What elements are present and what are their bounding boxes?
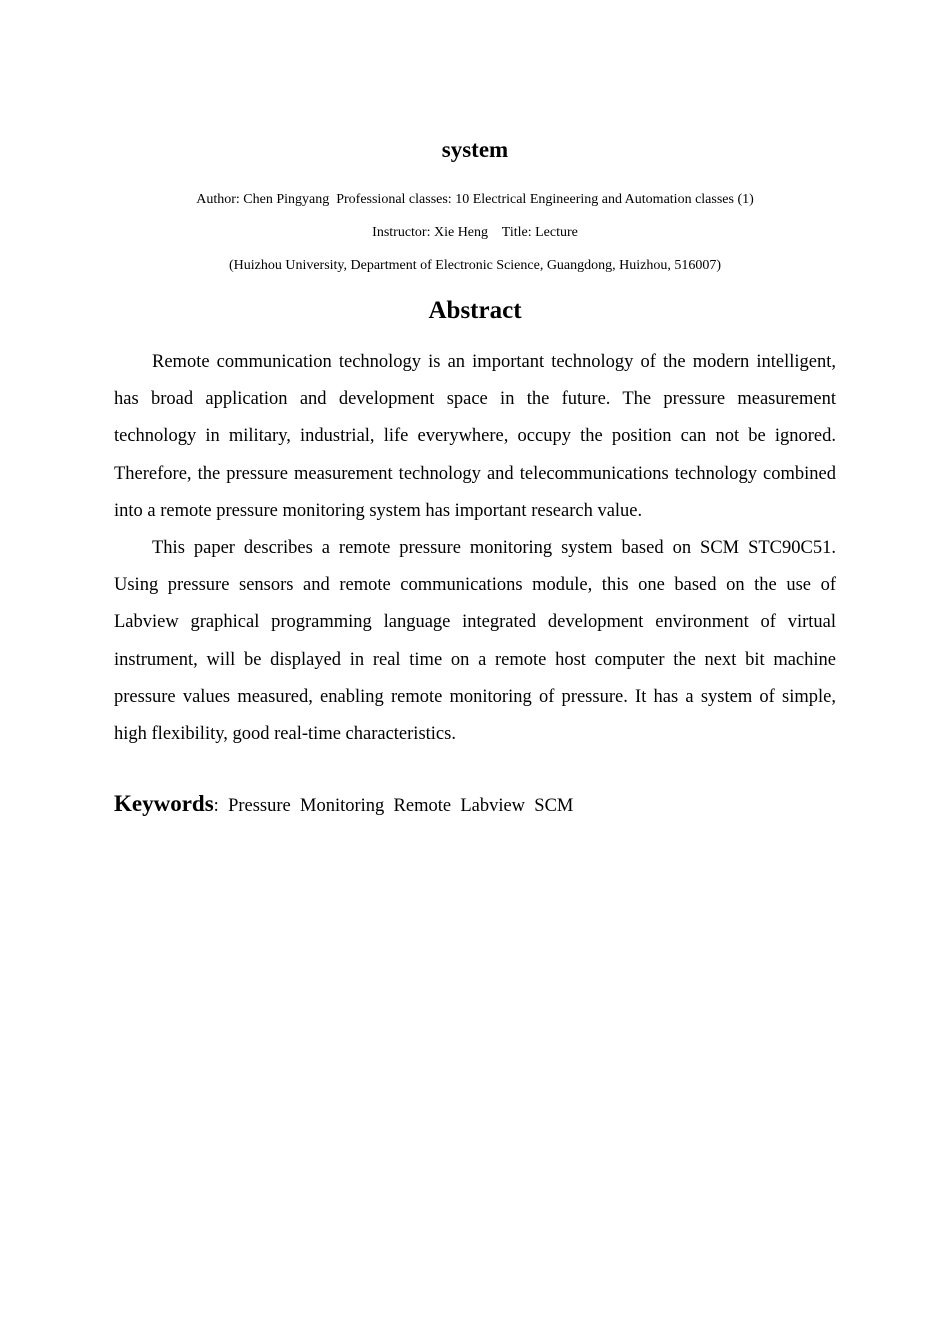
abstract-body bbox=[114, 344, 836, 753]
paper-title-fragment: system bbox=[441, 137, 509, 162]
abstract-paragraph: Remote communication technology is an important technology of the modern intelligent, has broad application and development space in the future. The pressure measurement technology in military, industrial, life everywhere, occupy the position can not be ignored. Therefore, the pressure measurement technology and telecommunications technology combined into a remote pressure monitoring system has important research value. bbox=[114, 352, 836, 521]
abstract-paragraph: This paper describes a remote pressure monitoring system based on SCM STC90C51. Using pressure sensors and remote communications module, this one based on the use of Labview graphical programming language integrated development environment of virtual instrument, will be displayed in real time on a remote host computer the next bit machine pressure values measured, enabling remote monitoring of pressure. It has a system of simple, high flexibility, good real-time characteristics. bbox=[114, 538, 836, 745]
affiliation-line: (Huizhou University, Department of Electronic Science, Guangdong, Huizhou, 516007) bbox=[228, 258, 722, 273]
keywords-separator: : bbox=[213, 796, 219, 816]
keywords-label: Keywords bbox=[114, 791, 214, 816]
abstract-heading: Abstract bbox=[428, 297, 522, 324]
author-line: Author: Chen Pingyang Professional classes: 10 Electrical Engineering and Automation classes (1) bbox=[196, 192, 754, 207]
instructor-line: Instructor: Xie Heng Title: Lecture bbox=[372, 225, 578, 240]
keywords-value: Pressure Monitoring Remote Labview SCM bbox=[218, 796, 574, 816]
keywords-line bbox=[114, 789, 836, 821]
